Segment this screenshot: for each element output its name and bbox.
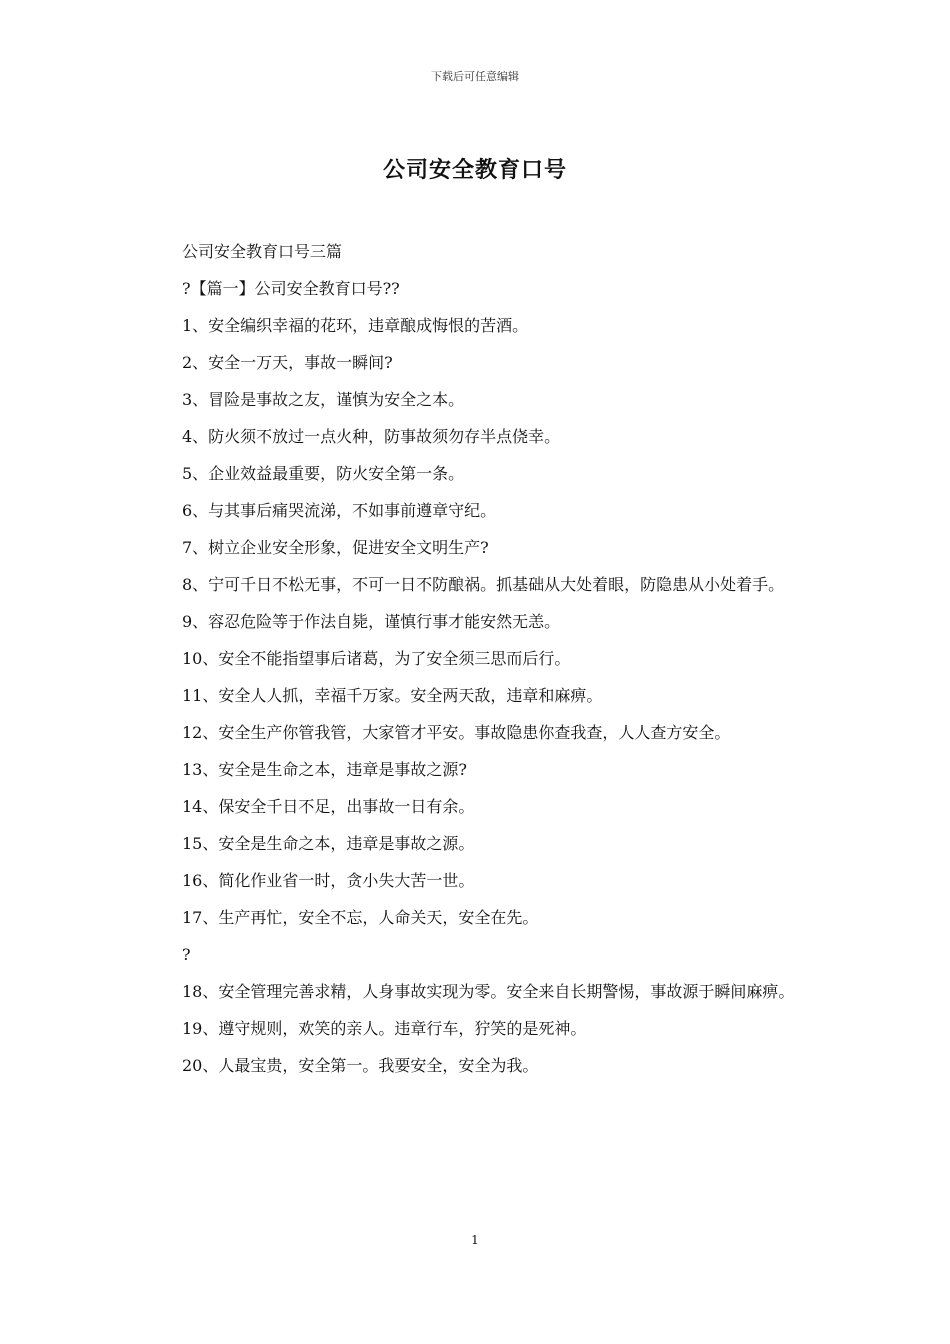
paragraph: 5、企业效益最重要，防火安全第一条。 xyxy=(182,464,465,483)
paragraph: 19、遵守规则，欢笑的亲人。违章行车，狞笑的是死神。 xyxy=(182,1019,587,1038)
paragraph: 17、生产再忙，安全不忘，人命关天，安全在先。 xyxy=(182,908,539,927)
paragraph: ? xyxy=(182,945,191,964)
paragraph: 14、保安全千日不足，出事故一日有余。 xyxy=(182,797,475,816)
document-body xyxy=(145,233,809,1084)
document-title: 公司安全教育口号 xyxy=(382,157,567,183)
paragraph: 7、树立企业安全形象，促进安全文明生产? xyxy=(182,538,489,557)
paragraph: 12、安全生产你管我管，大家管才平安。事故隐患你查我查，人人查方安全。 xyxy=(182,723,731,742)
paragraph: 8、宁可千日不松无事，不可一日不防酿祸。抓基础从大处着眼，防隐患从小处着手。 xyxy=(182,575,785,594)
paragraph: 13、安全是生命之本，违章是事故之源? xyxy=(182,760,467,779)
paragraph: ?【篇一】公司安全教育口号?? xyxy=(182,279,400,298)
paragraph: 公司安全教育口号三篇 xyxy=(182,242,343,261)
paragraph: 3、冒险是事故之友，谨慎为安全之本。 xyxy=(182,390,465,409)
paragraph: 15、安全是生命之本，违章是事故之源。 xyxy=(182,834,475,853)
paragraph: 11、安全人人抓，幸福千万家。安全两天敌，违章和麻痹。 xyxy=(182,686,603,705)
paragraph: 10、安全不能指望事后诸葛，为了安全须三思而后行。 xyxy=(182,649,571,668)
paragraph: 4、防火须不放过一点火种，防事故须勿存半点侥幸。 xyxy=(182,427,561,446)
paragraph: 20、人最宝贵，安全第一。我要安全，安全为我。 xyxy=(182,1056,539,1075)
paragraph: 2、安全一万天，事故一瞬间? xyxy=(182,353,393,372)
header-note: 下载后可任意编辑 xyxy=(431,70,519,83)
paragraph: 1、安全编织幸福的花环，违章酿成悔恨的苦酒。 xyxy=(182,316,529,335)
page-number: 1 xyxy=(471,1233,479,1247)
paragraph: 9、容忍危险等于作法自毙，谨慎行事才能安然无恙。 xyxy=(182,612,561,631)
paragraph: 6、与其事后痛哭流涕，不如事前遵章守纪。 xyxy=(182,501,497,520)
paragraph: 16、简化作业省一时，贪小失大苦一世。 xyxy=(182,871,475,890)
paragraph: 18、安全管理完善求精，人身事故实现为零。安全来自长期警惕，事故源于瞬间麻痹。 xyxy=(182,982,795,1001)
